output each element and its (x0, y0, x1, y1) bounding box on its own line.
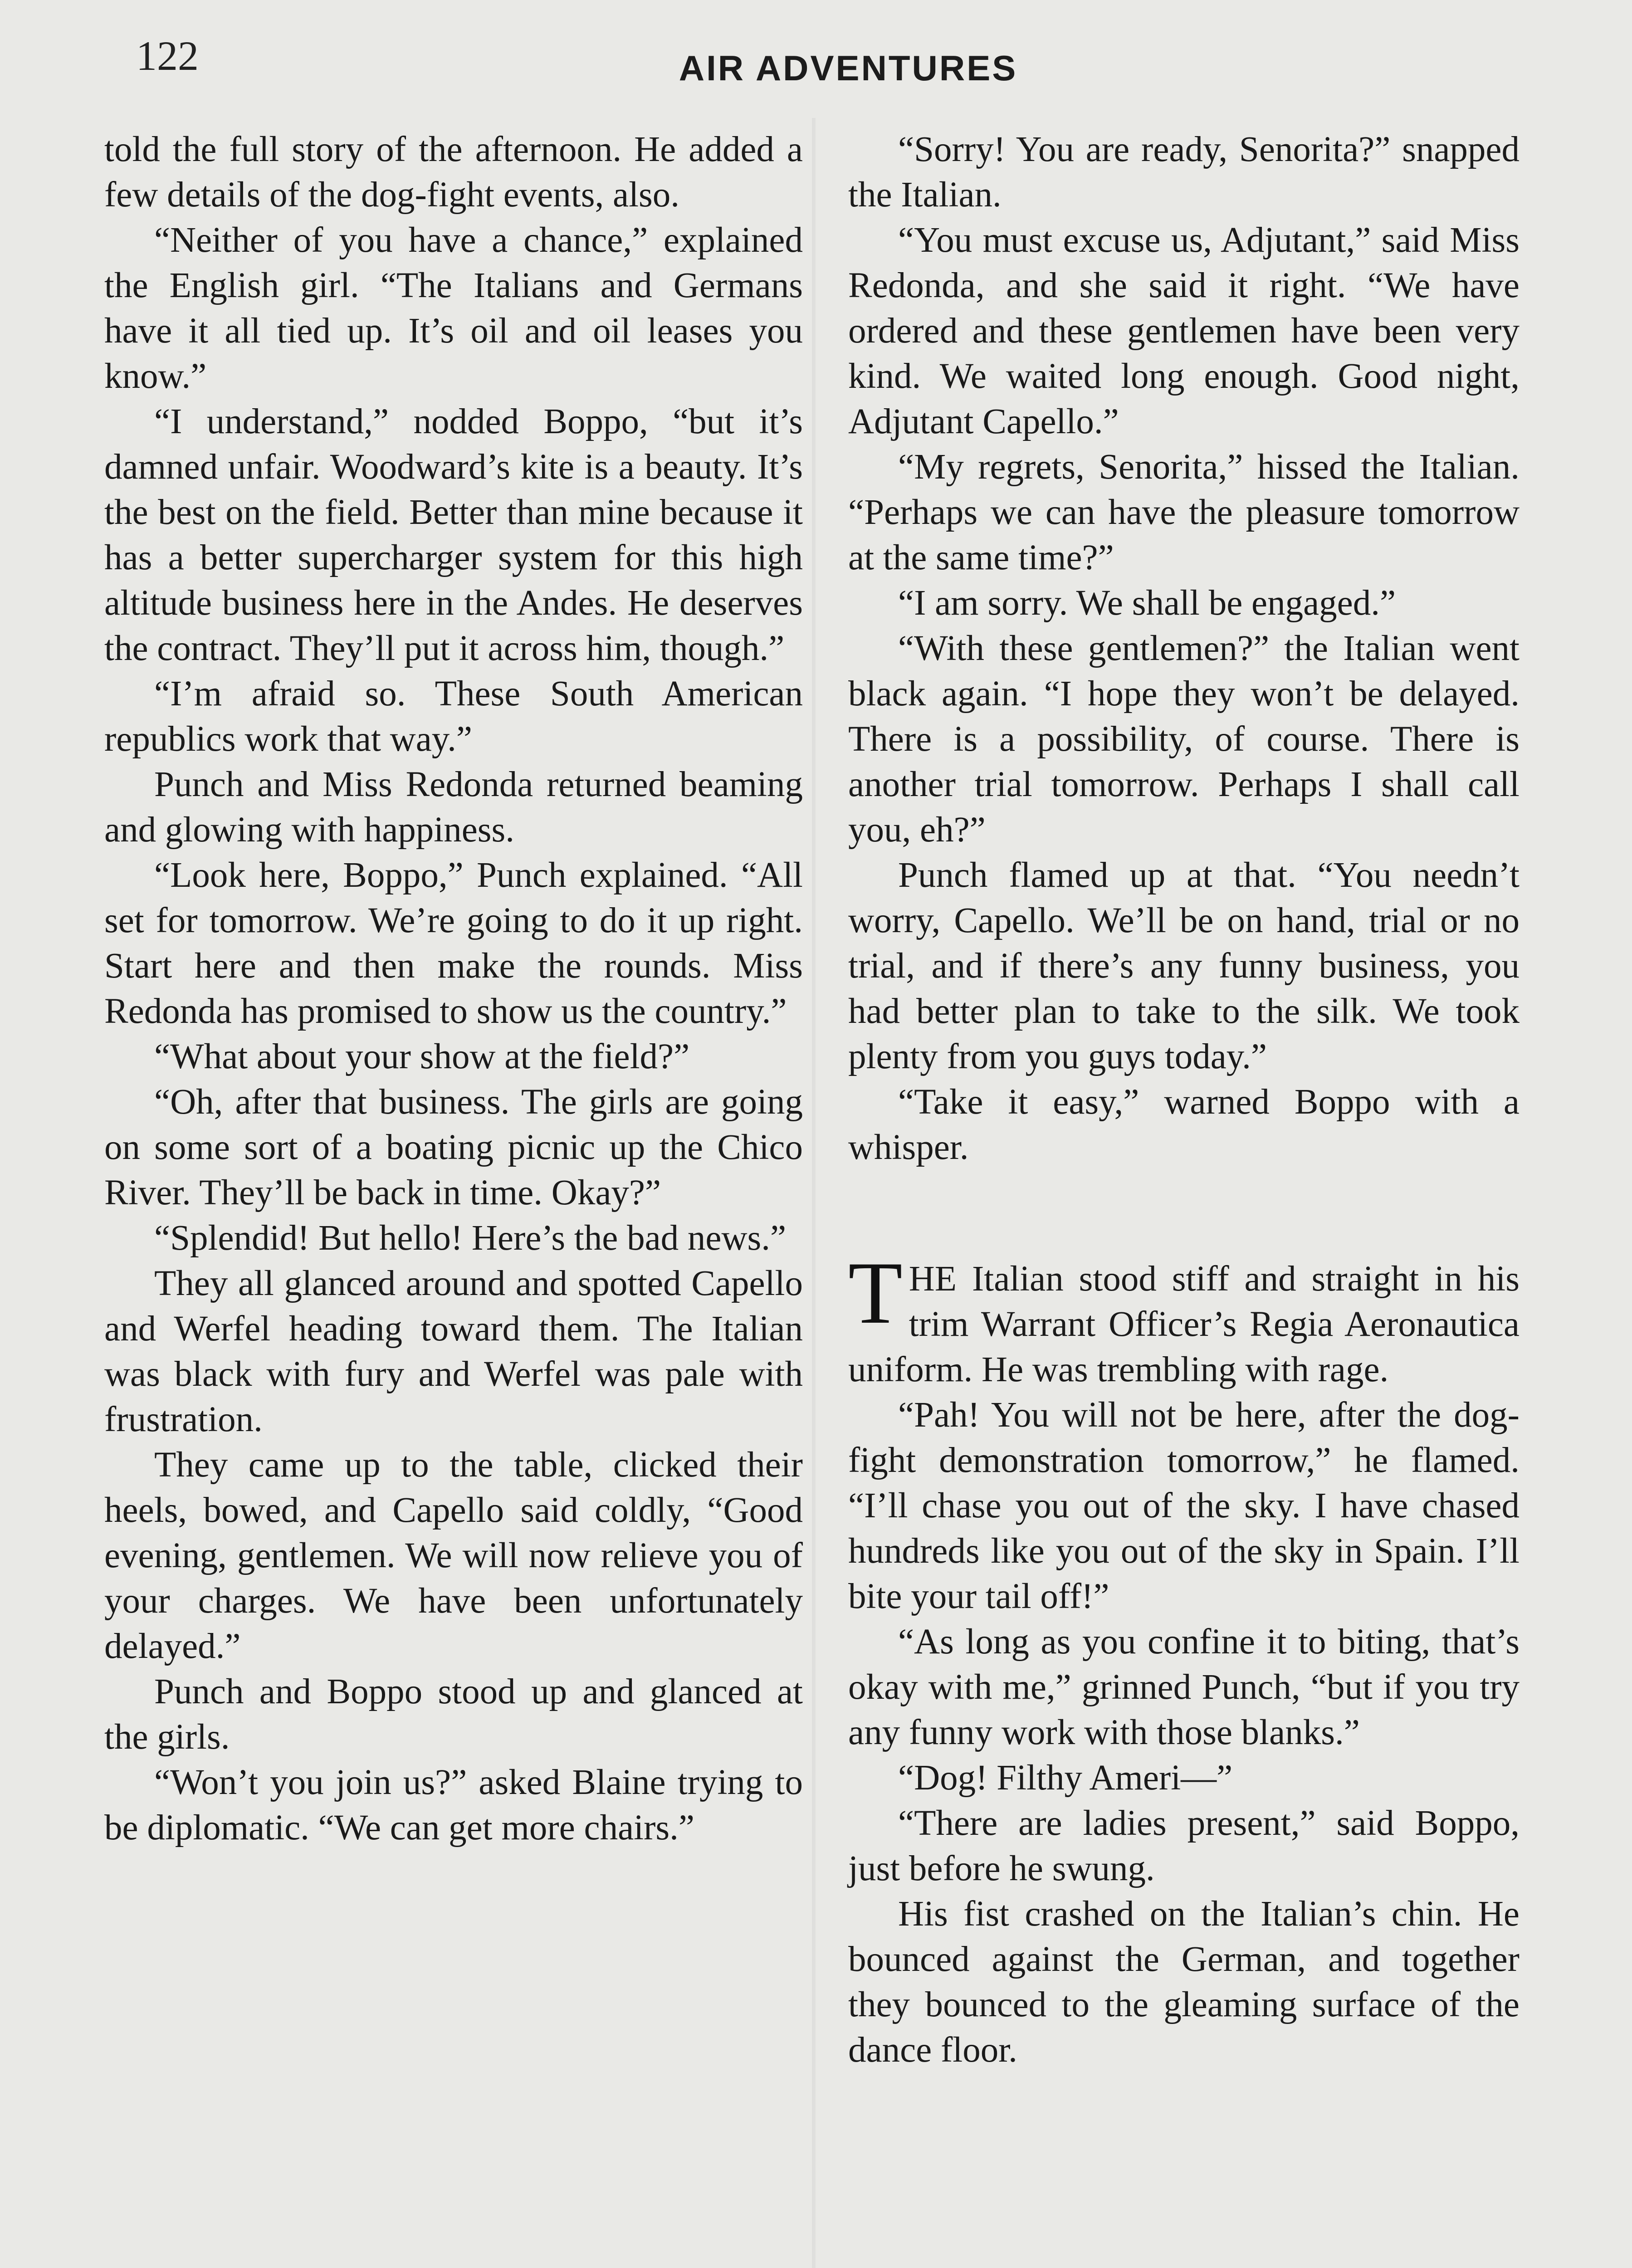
paragraph: “As long as you confine it to biting, that’s okay with me,” grinned Punch, “but if you try any funny work with those blanks.” (848, 1622, 1520, 1752)
paragraph: Punch and Miss Redonda returned beaming and glowing with happiness. (104, 765, 803, 850)
paragraph: “Sorry! You are ready, Senorita?” snapped the Italian. (848, 130, 1520, 215)
paragraph: “Splendid! But hello! Here’s the bad news.” (154, 1218, 787, 1258)
opening-text: HE Italian stood stiff and straight in his trim Warrant Officer’s Regia Aeronautica uniform. He was trembling with rage. (848, 1259, 1520, 1389)
section-break (848, 1170, 1520, 1256)
paragraph: “Look here, Boppo,” Punch explained. “All set for tomorrow. We’re going to do it up right. Start here and then make the rounds. Miss Redonda has promised to show us the country.” (104, 855, 803, 1031)
paragraph: “There are ladies present,” said Boppo, just before he swung. (848, 1804, 1520, 1888)
paragraph: They came up to the table, clicked their heels, bowed, and Capello said coldly, “Good evening, gentlemen. We will now relieve you of your charges. We have been unfortunately delayed.” (104, 1445, 803, 1666)
paragraph: They all glanced around and spotted Capello and Werfel heading toward them. The Italian was black with fury and Werfel was pale with frustration. (104, 1264, 803, 1439)
paragraph: “Take it easy,” warned Boppo with a whisper. (848, 1082, 1520, 1167)
paragraph: told the full story of the afternoon. He added a few details of the dog-fight events, also. (104, 130, 803, 215)
paragraph: “Neither of you have a chance,” explained the English girl. “The Italians and Germans have it all tied up. It’s oil and oil leases you know.” (104, 220, 803, 396)
left-column (104, 127, 803, 1851)
paragraph: “With these gentlemen?” the Italian went black again. “I hope they won’t be delayed. There is a possibility, of course. There is another trial tomorrow. Perhaps I shall call you, eh?” (848, 629, 1520, 850)
paragraph: “You must excuse us, Adjutant,” said Miss Redonda, and she said it right. “We have ordered and these gentlemen have been very kind. We waited long enough. Good night, Adjutant Capello.” (848, 220, 1520, 441)
paragraph: “What about your show at the field?” (154, 1037, 690, 1076)
paragraph: “I understand,” nodded Boppo, “but it’s damned unfair. Woodward’s kite is a beauty. It’s the best on the field. Better than mine because it has a better supercharger system for this high altitude business here in the Andes. He deserves the contract. They’ll put it across him, though.” (104, 402, 803, 668)
paragraph: “Dog! Filthy Ameri—” (898, 1758, 1233, 1798)
paragraph: “Won’t you join us?” asked Blaine trying to be diplomatic. “We can get more chairs.” (104, 1763, 803, 1848)
paragraph: “I’m afraid so. These South American republics work that way.” (104, 674, 803, 759)
drop-cap: T (848, 1244, 903, 1342)
page-number: 122 (136, 33, 199, 79)
paragraph: “Oh, after that business. The girls are going on some sort of a boating picnic up the Chico River. They’ll be back in time. Okay?” (104, 1082, 803, 1212)
right-column (848, 127, 1520, 2073)
section-opening-paragraph (848, 1244, 1520, 1393)
paragraph: “Pah! You will not be here, after the dog-fight demonstration tomorrow,” he flamed. “I’ll chase you out of the sky. I have chased hundreds like you out of the sky in Spain. I’ll bite your tail off!” (848, 1395, 1520, 1616)
paragraph: His fist crashed on the Italian’s chin. He bounced against the German, and together they bounced to the gleaming surface of the dance floor. (848, 1894, 1520, 2070)
running-head: AIR ADVENTURES (679, 48, 1018, 88)
paragraph: “My regrets, Senorita,” hissed the Italian. “Perhaps we can have the pleasure tomorrow at the same time?” (848, 447, 1520, 577)
paragraph: Punch flamed up at that. “You needn’t worry, Capello. We’ll be on hand, trial or no trial, and if there’s any funny business, you had better plan to take to the silk. We took plenty from you guys today.” (848, 855, 1520, 1076)
paragraph: “I am sorry. We shall be engaged.” (898, 583, 1396, 623)
paragraph: Punch and Boppo stood up and glanced at the girls. (104, 1672, 803, 1757)
column-gutter (812, 118, 816, 2268)
